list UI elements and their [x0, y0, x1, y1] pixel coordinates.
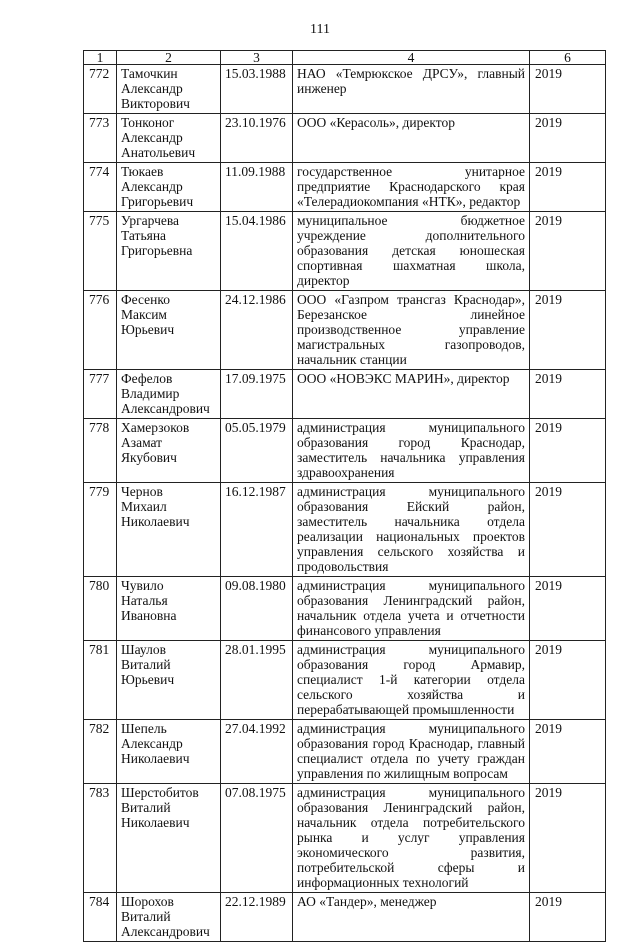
name-part: Якубович	[121, 450, 177, 465]
row-number: 781	[84, 641, 117, 720]
column-header: 2	[117, 51, 221, 65]
name-part: Фефелов	[121, 371, 173, 386]
name-part: Александр	[121, 81, 183, 96]
position-and-organization: администрация муниципального образования город Армавир, специалист 1-й категории отдела сельского хозяйства и перерабатывающей промышленности	[293, 641, 530, 720]
position-and-organization: администрация муниципального образования Ленинградский район, начальник отдела потребительского рынка и услуг управления экономического развития, потребительской сферы и информационных технологий	[293, 784, 530, 893]
name-part: Наталья	[121, 593, 168, 608]
award-year: 2019	[530, 370, 606, 419]
person-name	[117, 893, 221, 942]
name-part: Александр	[121, 736, 183, 751]
row-number: 778	[84, 419, 117, 483]
name-part: Николаевич	[121, 514, 190, 529]
name-part: Тамочкин	[121, 66, 178, 81]
name-part: Максим	[121, 307, 167, 322]
name-part: Александр	[121, 130, 183, 145]
award-year: 2019	[530, 291, 606, 370]
header-row	[84, 51, 606, 65]
name-part: Григорьевна	[121, 243, 193, 258]
person-name	[117, 114, 221, 163]
table-row	[84, 212, 606, 291]
birth-date: 24.12.1986	[221, 291, 293, 370]
birth-date: 11.09.1988	[221, 163, 293, 212]
name-part: Виталий	[121, 800, 171, 815]
column-header: 6	[530, 51, 606, 65]
row-number: 772	[84, 65, 117, 114]
name-part: Татьяна	[121, 228, 167, 243]
name-part: Шаулов	[121, 642, 166, 657]
person-name	[117, 291, 221, 370]
name-part: Александр	[121, 179, 183, 194]
table-row	[84, 641, 606, 720]
birth-date: 09.08.1980	[221, 577, 293, 641]
award-year: 2019	[530, 577, 606, 641]
row-number: 780	[84, 577, 117, 641]
person-name	[117, 641, 221, 720]
position-and-organization: ООО «НОВЭКС МАРИН», директор	[293, 370, 530, 419]
column-header: 3	[221, 51, 293, 65]
table-row	[84, 163, 606, 212]
page-number: 111	[310, 22, 330, 37]
name-part: Николаевич	[121, 815, 190, 830]
table-row	[84, 419, 606, 483]
birth-date: 23.10.1976	[221, 114, 293, 163]
name-part: Александрович	[121, 401, 210, 416]
name-part: Чернов	[121, 484, 163, 499]
person-name	[117, 65, 221, 114]
person-name	[117, 212, 221, 291]
name-part: Виталий	[121, 657, 171, 672]
name-part: Викторович	[121, 96, 190, 111]
position-and-organization: администрация муниципального образования Ейский район, заместитель начальника отдела реализации национальных проектов управления сельского хозяйства и продовольствия	[293, 483, 530, 577]
name-part: Юрьевич	[121, 672, 175, 687]
position-and-organization: ООО «Газпром трансгаз Краснодар», Березанское линейное производственное управление магистральных газопроводов, начальник станции	[293, 291, 530, 370]
position-and-organization: муниципальное бюджетное учреждение дополнительного образования детская юношеская спортивная шахматная школа, директор	[293, 212, 530, 291]
table-row	[84, 114, 606, 163]
birth-date: 28.01.1995	[221, 641, 293, 720]
person-name	[117, 370, 221, 419]
row-number: 782	[84, 720, 117, 784]
name-part: Григорьевич	[121, 194, 194, 209]
row-number: 779	[84, 483, 117, 577]
table-row	[84, 784, 606, 893]
name-part: Ургарчева	[121, 213, 180, 228]
name-part: Хамерзоков	[121, 420, 190, 435]
table-row	[84, 577, 606, 641]
award-year: 2019	[530, 483, 606, 577]
award-year: 2019	[530, 212, 606, 291]
column-header: 4	[293, 51, 530, 65]
name-part: Шорохов	[121, 894, 174, 909]
row-number: 774	[84, 163, 117, 212]
table-row	[84, 720, 606, 784]
row-number: 776	[84, 291, 117, 370]
person-name	[117, 483, 221, 577]
award-year: 2019	[530, 419, 606, 483]
name-part: Чувило	[121, 578, 164, 593]
award-year: 2019	[530, 641, 606, 720]
birth-date: 15.03.1988	[221, 65, 293, 114]
name-part: Михаил	[121, 499, 167, 514]
position-and-organization: АО «Тандер», менеджер	[293, 893, 530, 942]
birth-date: 17.09.1975	[221, 370, 293, 419]
name-part: Анатольевич	[121, 145, 196, 160]
birth-date: 22.12.1989	[221, 893, 293, 942]
row-number: 783	[84, 784, 117, 893]
person-name	[117, 720, 221, 784]
position-and-organization: ООО «Керасоль», директор	[293, 114, 530, 163]
position-and-organization: государственное унитарное предприятие Краснодарского края «Телерадиокомпания «НТК», редактор	[293, 163, 530, 212]
name-part: Шепель	[121, 721, 167, 736]
award-year: 2019	[530, 114, 606, 163]
row-number: 773	[84, 114, 117, 163]
name-part: Николаевич	[121, 751, 190, 766]
position-and-organization: администрация муниципального образования Ленинградский район, начальник отдела учета и отчетности финансового управления	[293, 577, 530, 641]
table-row	[84, 370, 606, 419]
table-row	[84, 291, 606, 370]
table-row	[84, 893, 606, 942]
table-row	[84, 65, 606, 114]
row-number: 775	[84, 212, 117, 291]
award-year: 2019	[530, 65, 606, 114]
name-part: Фесенко	[121, 292, 170, 307]
name-part: Владимир	[121, 386, 180, 401]
awards-table	[83, 50, 606, 942]
table-body	[84, 65, 606, 942]
person-name	[117, 577, 221, 641]
person-name	[117, 419, 221, 483]
row-number: 784	[84, 893, 117, 942]
award-year: 2019	[530, 720, 606, 784]
award-year: 2019	[530, 784, 606, 893]
name-part: Шерстобитов	[121, 785, 199, 800]
birth-date: 07.08.1975	[221, 784, 293, 893]
name-part: Тюкаев	[121, 164, 164, 179]
position-and-organization: администрация муниципального образования город Краснодар, главный специалист отдела по учету граждан управления по жилищным вопросам	[293, 720, 530, 784]
name-part: Азамат	[121, 435, 163, 450]
row-number: 777	[84, 370, 117, 419]
birth-date: 15.04.1986	[221, 212, 293, 291]
name-part: Александрович	[121, 924, 210, 939]
position-and-organization: администрация муниципального образования город Краснодар, заместитель начальника управления здравоохранения	[293, 419, 530, 483]
birth-date: 05.05.1979	[221, 419, 293, 483]
person-name	[117, 784, 221, 893]
award-year: 2019	[530, 893, 606, 942]
birth-date: 27.04.1992	[221, 720, 293, 784]
name-part: Виталий	[121, 909, 171, 924]
table-row	[84, 483, 606, 577]
person-name	[117, 163, 221, 212]
column-header: 1	[84, 51, 117, 65]
birth-date: 16.12.1987	[221, 483, 293, 577]
name-part: Тонконог	[121, 115, 175, 130]
award-year: 2019	[530, 163, 606, 212]
position-and-organization: НАО «Темрюкское ДРСУ», главный инженер	[293, 65, 530, 114]
name-part: Ивановна	[121, 608, 177, 623]
name-part: Юрьевич	[121, 322, 175, 337]
